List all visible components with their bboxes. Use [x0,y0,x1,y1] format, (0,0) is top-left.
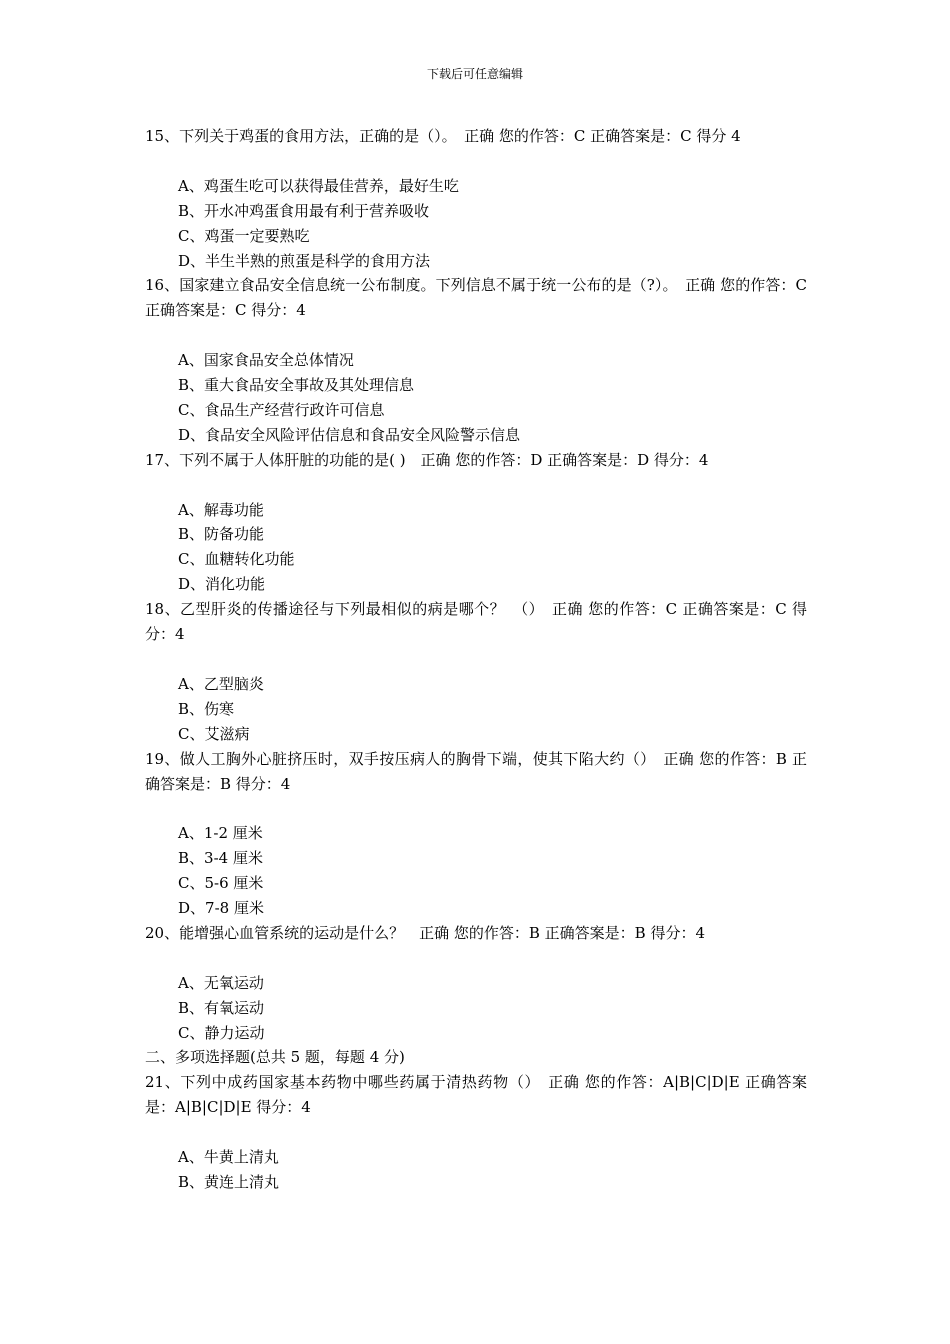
spacer [145,149,807,174]
question-19: 19、做人工胸外心脏挤压时，双手按压病人的胸骨下端，使其下陷大约（） 正确 您的作答：B 正确答案是：B 得分：4 [145,749,807,793]
option-item: A、无氧运动 [178,973,264,992]
question-17-options [145,498,807,598]
option-item: B、伤寒 [178,699,235,718]
option-item: D、消化功能 [178,575,266,594]
spacer [145,473,807,498]
spacer [145,796,807,821]
option-item: C、艾滋病 [178,724,250,743]
option-item: B、黄连上清丸 [178,1172,280,1191]
option-item: A、鸡蛋生吃可以获得最佳营养，最好生吃 [178,176,459,195]
option-item: C、食品生产经营行政许可信息 [178,400,385,419]
option-item: C、静力运动 [178,1023,265,1042]
option-item: C、5-6 厘米 [178,874,264,893]
option-item: C、鸡蛋一定要熟吃 [178,226,310,245]
question-18-options [145,672,807,747]
section-heading: 二、多项选择题(总共 5 题，每题 4 分) [145,1048,405,1067]
option-item: B、3-4 厘米 [178,849,263,868]
question-15-options [145,174,807,274]
option-item: A、乙型脑炎 [178,674,264,693]
option-item: D、半生半熟的煎蛋是科学的食用方法 [178,251,431,270]
question-17: 17、下列不属于人体肝脏的功能的是( ) 正确 您的作答：D 正确答案是：D 得分：4 [145,450,709,469]
question-19-options [145,821,807,921]
option-item: A、1-2 厘米 [178,824,263,843]
question-21-options [145,1145,807,1195]
option-item: B、有氧运动 [178,998,265,1017]
spacer [145,1120,807,1145]
question-18: 18、乙型肝炎的传播途径与下列最相似的病是哪个？ （） 正确 您的作答：C 正确答案是：C 得分：4 [145,600,807,644]
option-item: A、解毒功能 [178,500,264,519]
option-item: B、重大食品安全事故及其处理信息 [178,376,415,395]
option-item: B、开水冲鸡蛋食用最有利于营养吸收 [178,201,430,220]
question-16-options [145,348,807,448]
option-item: B、防备功能 [178,525,265,544]
spacer [145,323,807,348]
question-15: 15、下列关于鸡蛋的食用方法，正确的是（）。 正确 您的作答：C 正确答案是：C 得分 4 [145,127,741,145]
question-16: 16、国家建立食品安全信息统一公布制度。下列信息不属于统一公布的是（?）。 正确 您的作答：C 正确答案是：C 得分：4 [145,276,807,320]
spacer [145,647,807,672]
question-20: 20、能增强心血管系统的运动是什么？ 正确 您的作答：B 正确答案是：B 得分：4 [145,923,705,942]
question-20-options [145,971,807,1046]
option-item: C、血糖转化功能 [178,550,295,569]
spacer [145,946,807,971]
option-item: A、国家食品安全总体情况 [178,351,354,370]
page-header: 下载后可任意编辑 [426,67,523,81]
option-item: D、7-8 厘米 [178,899,264,918]
document-body [145,124,807,1195]
question-21: 21、下列中成药国家基本药物中哪些药属于清热药物（） 正确 您的作答：A|B|C|D|E 正确答案是：A|B|C|D|E 得分：4 [145,1073,807,1117]
option-item: A、牛黄上清丸 [178,1148,279,1167]
option-item: D、食品安全风险评估信息和食品安全风险警示信息 [178,425,521,444]
